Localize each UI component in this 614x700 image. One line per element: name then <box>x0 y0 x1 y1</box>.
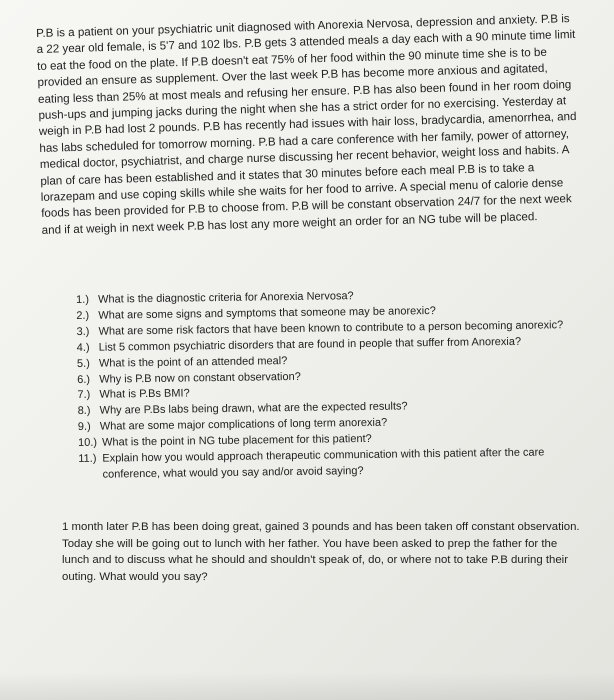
question-number: 10.) <box>78 436 98 450</box>
case-study-paragraph: P.B is a patient on your psychiatric unit diagnosed with Anorexia Nervosa, depression and anxiety. P.B is a 22 year old female, is 5'7 and 102 lbs. P.B gets 3 attended meals a day each with a 90 minute time limit to eat the food on the plate. If P.B doesn't eat 75% of her food within the 90 minute time she is to be provided an ensure as supplement. Over the last week P.B has become more anxious and agitated, eating less than 25% at most meals and refusing her ensure. P.B has also been found in her room doing push-ups and jumping jacks during the night when she has a strict order for no exercising. Yesterday at weigh in P.B had lost 2 pounds. P.B has recently had issues with hair loss, bradycardia, amenorrhea, and has labs scheduled for tomorrow morning. P.B had a care conference with her family, power of attorney, medical doctor, psychiatrist, and charge nurse discussing her recent behavior, weight loss and habits. A plan of care has been established and it states that 30 minutes before each meal P.B is to take a lorazepam and use coping skills while she waits for her food to arrive. A special menu of calorie dense foods has been provided for P.B to choose from. P.B will be constant observation 24/7 for the next week and if at weigh in next week P.B has lost any more weight an order for an NG tube will be placed. <box>36 12 577 237</box>
question-number: 9.) <box>77 421 91 434</box>
question-text: Why are P.Bs labs being drawn, what are the expected results? <box>99 400 408 418</box>
question-number: 3.) <box>76 325 90 338</box>
question-text: What is the diagnostic criteria for Anorexia Nervosa? <box>98 290 354 306</box>
question-number: 6.) <box>77 373 91 386</box>
question-number: 8.) <box>77 405 91 418</box>
question-text: List 5 common psychiatric disorders that are found in people that suffer from Anorexia? <box>98 335 522 354</box>
question-text: What is the point in NG tube placement for this patient? <box>102 433 372 449</box>
question-text: Explain how you would approach therapeutic communication with this patient after the care conference, what would you say and/or avoid saying? <box>102 446 545 481</box>
question-list <box>76 286 589 484</box>
question-number: 7.) <box>77 389 91 402</box>
question-number: 2.) <box>76 309 90 322</box>
question-number: 11.) <box>78 452 97 466</box>
followup-paragraph: 1 month later P.B has been doing great, gained 3 pounds and has been taken off constant observation. Today she will be going out to lunch with her father. You have been asked to prep the father for the lunch and to discuss what he should and shouldn't speak of, do, or where not to take P.B during their outing. What would you say? <box>62 521 580 583</box>
page-shadow <box>0 672 614 700</box>
question-text: What are some risk factors that have been known to contribute to a person becoming anorexic? <box>98 319 564 338</box>
question-number: 4.) <box>76 341 90 354</box>
question-text: What is P.Bs BMI? <box>99 387 190 402</box>
question-text: Why is P.B now on constant observation? <box>99 370 301 386</box>
question-number: 1.) <box>76 293 90 306</box>
question-number: 5.) <box>76 357 90 370</box>
question-text: What is the point of an attended meal? <box>98 354 288 370</box>
question-item <box>78 445 588 484</box>
question-text: What are some signs and symptoms that someone may be anorexic? <box>98 304 436 322</box>
question-text: What are some major complications of long term anorexia? <box>99 416 388 433</box>
